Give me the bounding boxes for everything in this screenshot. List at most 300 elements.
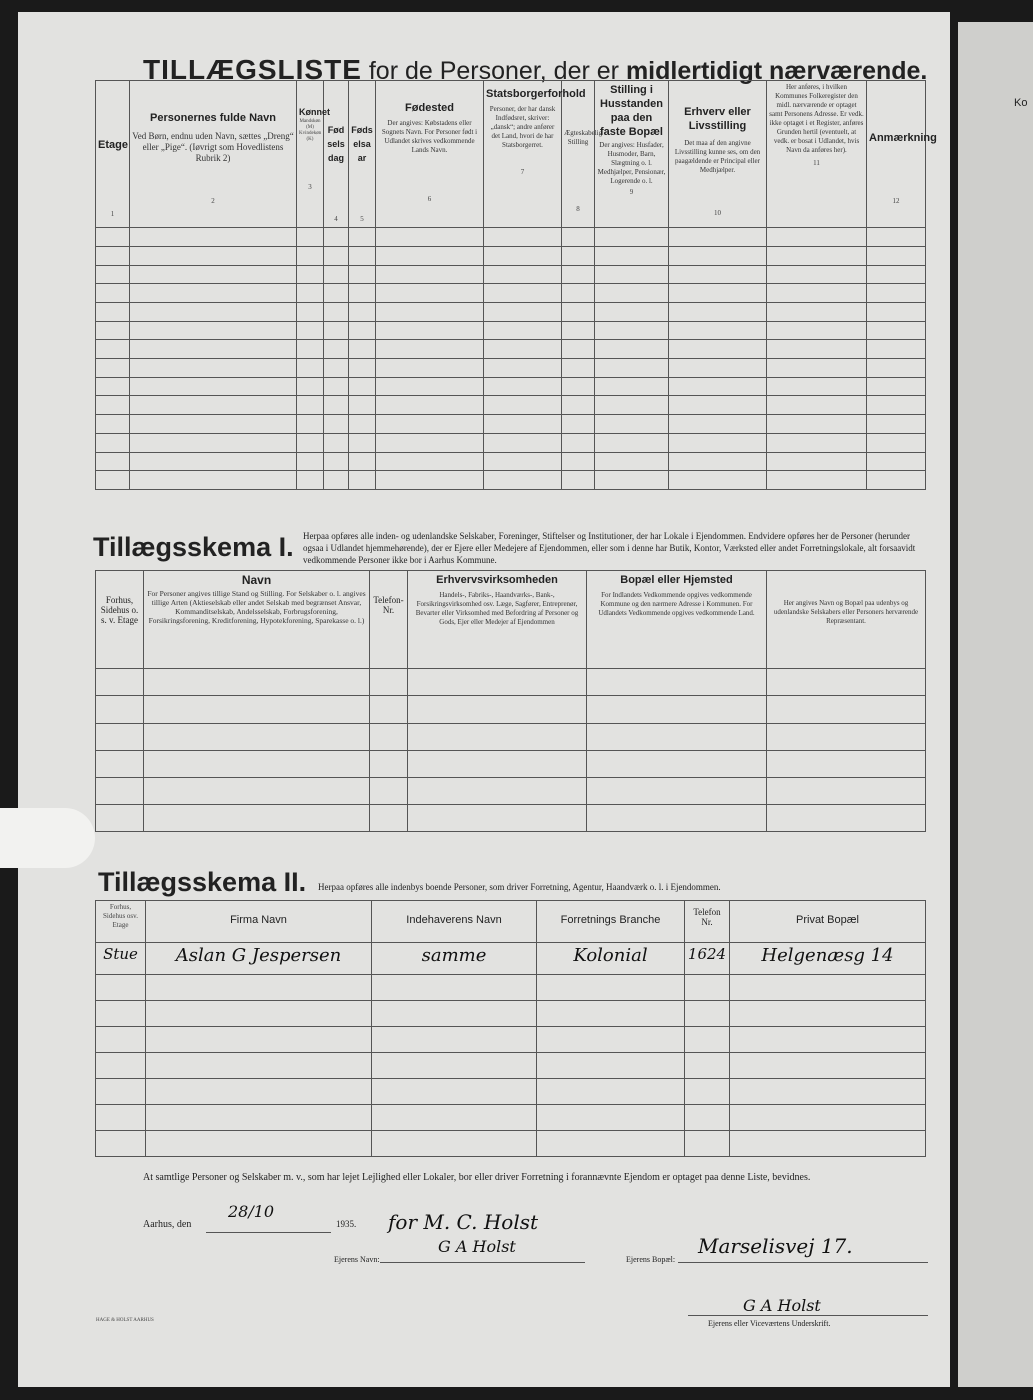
empty-row-cell [324,321,349,340]
empty-row-cell [587,723,767,750]
col-aegteskab: Ægteskabelig Stilling 8 [562,81,595,228]
empty-row-cell [587,750,767,777]
empty-row-cell [537,1027,685,1053]
empty-row-cell [349,284,376,303]
empty-row-cell [376,340,484,359]
col-foedselsaar: Fødselsaar 5 [349,81,376,228]
empty-row [96,247,926,266]
empty-row-cell [484,321,562,340]
empty-row-cell [144,669,370,696]
empty-row-cell [537,975,685,1001]
empty-row [96,669,926,696]
empty-row-cell [767,228,867,247]
empty-row-cell [867,284,926,303]
empty-row-cell [96,340,130,359]
empty-row-cell [370,696,408,723]
s2-entry-branche: Kolonial [537,943,685,975]
owner-address-label: Ejerens Bopæl: [626,1255,676,1264]
empty-row-cell [324,284,349,303]
empty-row-cell [730,1001,926,1027]
empty-row-cell [484,340,562,359]
empty-row-cell [730,1027,926,1053]
empty-row-cell [376,303,484,322]
empty-row-cell [297,471,324,490]
empty-row-cell [96,452,130,471]
form-page [18,12,950,1387]
empty-row-cell [537,1105,685,1131]
empty-row-cell [669,247,767,266]
empty-row-cell [324,340,349,359]
printer-mark: HAGE & HOLST AARHUS [96,1318,154,1323]
empty-row-cell [372,1131,537,1157]
empty-row-cell [96,265,130,284]
empty-row-cell [349,321,376,340]
title-middle: for de Personer, der er [368,57,619,85]
empty-row-cell [484,303,562,322]
empty-row-cell [376,471,484,490]
empty-row-cell [297,415,324,434]
s1-col-telefon: Telefon-Nr. [370,571,408,669]
empty-row-cell [867,247,926,266]
empty-row [96,265,926,284]
empty-row-cell [372,1053,537,1079]
empty-row [96,804,926,831]
empty-row-cell [96,723,144,750]
empty-row-cell [484,415,562,434]
col-navn: Personernes fulde Navn Ved Børn, endnu uden Navn, sættes „Dreng“ eller „Pige“. (Iøvrigt som Hovedlistens Rubrik 2) 2 [130,81,297,228]
empty-row-cell [767,777,926,804]
empty-row-cell [867,415,926,434]
empty-row-cell [144,696,370,723]
s2-col-privat-bopael: Privat Bopæl [730,901,926,943]
empty-row-cell [96,1001,146,1027]
empty-row-cell [297,377,324,396]
empty-row [96,1105,926,1131]
schema2-title: Tillægsskema II. [98,867,307,897]
empty-row-cell [867,228,926,247]
empty-row-cell [595,471,669,490]
empty-row-cell [685,1131,730,1157]
empty-row-cell [349,247,376,266]
empty-row-cell [669,303,767,322]
empty-row-cell [349,415,376,434]
empty-row-cell [96,1131,146,1157]
empty-row-cell [669,471,767,490]
empty-row [96,1079,926,1105]
empty-row-cell [376,228,484,247]
empty-row-cell [146,1001,372,1027]
empty-row-cell [484,228,562,247]
empty-row-cell [297,359,324,378]
empty-row-cell [767,804,926,831]
empty-row-cell [537,1001,685,1027]
empty-row-cell [297,433,324,452]
empty-row [96,359,926,378]
empty-row-cell [297,452,324,471]
empty-row-cell [349,228,376,247]
empty-row-cell [669,359,767,378]
col-erhverv: Erhverv eller Livsstilling Det maa af den angivne Livsstilling kunne ses, om den paagældende er Principal eller Medhjælper. 10 [669,81,767,228]
empty-row-cell [324,452,349,471]
empty-row-cell [372,1079,537,1105]
empty-row [96,696,926,723]
empty-row-cell [669,415,767,434]
empty-row-cell [324,359,349,378]
empty-row-cell [297,340,324,359]
empty-row-cell [484,359,562,378]
empty-row-cell [297,396,324,415]
s1-col-etage: Forhus, Sidehus o. s. v. Etage [96,571,144,669]
tillaegsliste-table [95,80,937,490]
empty-row-cell [324,415,349,434]
s1-col-repraesentant: Her angives Navn og Bopæl paa udenbys og udenlandske Selskabers eller Personers herværende Repræsentant. [767,571,926,669]
empty-row-cell [96,669,144,696]
empty-row-cell [144,777,370,804]
empty-row-cell [867,340,926,359]
empty-row-cell [562,284,595,303]
owner-signature: G A Holst [438,1237,516,1256]
schema2-description: Herpaa opføres alle indenbys boende Personer, som driver Forretning, Agentur, Haandværk o. l. i Ejendommen. [318,882,721,892]
title-main: TILLÆGSLISTE [143,54,362,85]
empty-row-cell [730,1105,926,1131]
s2-col-branche: Forretnings Branche [537,901,685,943]
col-stilling: Stilling i Husstanden paa den faste Bopæl Der angives: Husfader, Husmoder, Barn, Slægtning o. l. Medhjælper, Pensionær, Logerende o. l. 9 [595,81,669,228]
empty-row-cell [767,433,867,452]
empty-row-cell [867,377,926,396]
empty-row-cell [867,471,926,490]
empty-row [96,1027,926,1053]
empty-row [96,415,926,434]
empty-row-cell [96,377,130,396]
empty-row-cell [96,1105,146,1131]
empty-row-cell [595,340,669,359]
empty-row-cell [562,228,595,247]
empty-row-cell [349,340,376,359]
empty-row-cell [372,1027,537,1053]
s2-entry-bopael: Helgenæsg 14 [730,943,926,975]
empty-row-cell [767,396,867,415]
empty-row-cell [349,471,376,490]
empty-row-cell [562,452,595,471]
empty-row-cell [767,340,867,359]
empty-row-cell [767,377,867,396]
empty-row-cell [595,377,669,396]
col-anmaerkning: Anmærkning 12 [867,81,926,228]
empty-row [96,452,926,471]
empty-row-cell [96,696,144,723]
empty-row-cell [96,396,130,415]
empty-row-cell [376,396,484,415]
col-folkeregister: Her anføres, i hvilken Kommunes Folkeregister den midl. nærværende er optaget samt Personens Adresse. Er vedk. ikke optaget i et Register, anføres Grunden hertil (eventuelt, at vedk. er bosat i Udlandet, hvis Navn da anføres her). 11 [767,81,867,228]
empty-row-cell [685,1027,730,1053]
empty-row [96,303,926,322]
empty-row-cell [324,265,349,284]
owner-address: Marselisvej 17. [698,1234,853,1258]
empty-row-cell [484,396,562,415]
empty-row-cell [562,396,595,415]
empty-row-cell [867,321,926,340]
empty-row-cell [370,669,408,696]
empty-row-cell [370,777,408,804]
empty-row-cell [562,415,595,434]
empty-row-cell [96,321,130,340]
s2-entry-row [96,943,926,975]
empty-row-cell [96,228,130,247]
empty-row-cell [767,669,926,696]
signature-line [688,1315,928,1316]
empty-row [96,396,926,415]
empty-row-cell [130,415,297,434]
s2-col-telefon: Telefon Nr. [685,901,730,943]
empty-row-cell [595,284,669,303]
empty-row-cell [595,415,669,434]
empty-row-cell [587,669,767,696]
empty-row-cell [372,975,537,1001]
s2-col-firma: Firma Navn [146,901,372,943]
empty-row-cell [376,265,484,284]
empty-row-cell [767,696,926,723]
empty-row [96,1053,926,1079]
empty-row-cell [562,433,595,452]
s2-entry-indehaver: samme [372,943,537,975]
empty-row-cell [144,723,370,750]
footer-date: 28/10 [228,1202,275,1221]
empty-row-cell [537,1131,685,1157]
empty-row-cell [297,303,324,322]
empty-row-cell [767,415,867,434]
empty-row [96,723,926,750]
empty-row-cell [144,750,370,777]
empty-row-cell [669,452,767,471]
empty-row-cell [130,359,297,378]
empty-row [96,377,926,396]
empty-row [96,284,926,303]
empty-row-cell [484,433,562,452]
empty-row-cell [146,1027,372,1053]
empty-row-cell [685,1001,730,1027]
empty-row-cell [297,284,324,303]
empty-row-cell [562,303,595,322]
empty-row-cell [376,377,484,396]
title-end: midlertidigt nærværende. [625,57,928,85]
empty-row [96,1001,926,1027]
empty-row-cell [376,321,484,340]
empty-row-cell [730,1079,926,1105]
empty-row-cell [96,750,144,777]
empty-row-cell [408,723,587,750]
empty-row-cell [370,804,408,831]
empty-row-cell [685,1079,730,1105]
empty-row-cell [685,975,730,1001]
s2-entry-telefon: 1624 [685,943,730,975]
col-statsborger: Statsborgerforhold Personer, der har dansk Indfødsret, skriver: „dansk“; andre anfører det Land, hvori de har Statsborgerret. 7 [484,81,562,228]
empty-row-cell [408,696,587,723]
empty-row-cell [297,265,324,284]
empty-row-cell [349,359,376,378]
empty-row-cell [376,415,484,434]
empty-row-cell [349,377,376,396]
owner-name-label: Ejerens Navn: [334,1255,380,1264]
footer-year: 1935. [336,1219,357,1229]
s2-col-indehaver: Indehaverens Navn [372,901,537,943]
empty-row-cell [669,396,767,415]
empty-row-cell [767,284,867,303]
empty-row-cell [349,396,376,415]
empty-row-cell [130,303,297,322]
empty-row-cell [324,396,349,415]
empty-row-cell [408,750,587,777]
empty-row-cell [130,265,297,284]
empty-row-cell [669,377,767,396]
empty-row-cell [96,804,144,831]
empty-row-cell [730,975,926,1001]
empty-row-cell [349,265,376,284]
empty-row-cell [867,452,926,471]
empty-row-cell [562,265,595,284]
empty-row [96,471,926,490]
empty-row-cell [537,1079,685,1105]
empty-row-cell [408,777,587,804]
empty-row-cell [867,359,926,378]
empty-row-cell [669,284,767,303]
empty-row [96,1131,926,1157]
col-foedested: Fødested Der angives: Købstadens eller Sognets Navn. For Personer født i Udlandet skrives vedkommende Lands Navn. 6 [376,81,484,228]
schema1-table [95,570,926,832]
empty-row-cell [349,433,376,452]
empty-row [96,433,926,452]
empty-row-cell [96,1079,146,1105]
empty-row-cell [144,804,370,831]
schema1-description: Herpaa opføres alle inden- og udenlandske Selskaber, Foreninger, Stiftelser og Institutioner, der har Lokale i Ejendommen. Endvidere opføres her de Personer (herunder ogsaa i Udlandet hjemmehørende), der er Ejere eller Medejere af Ejendommen, eller som i denne har Butik, Kontor, Værksted eller andet Forretningslokale, alt forsaavidt vedkommende Personer ikke bor i Aarhus Kommune. [303,531,916,565]
empty-row-cell [484,247,562,266]
empty-row-cell [767,723,926,750]
empty-row-cell [595,396,669,415]
s2-entry-firma: Aslan G Jespersen [146,943,372,975]
empty-row-cell [484,471,562,490]
empty-row-cell [484,265,562,284]
empty-row-cell [867,433,926,452]
empty-row-cell [130,452,297,471]
empty-row-cell [297,321,324,340]
empty-row-cell [376,359,484,378]
empty-row-cell [297,228,324,247]
empty-row [96,228,926,247]
empty-row-cell [130,321,297,340]
empty-row-cell [96,284,130,303]
empty-row-cell [867,265,926,284]
empty-row-cell [130,471,297,490]
footer-statement: At samtlige Personer og Selskaber m. v., som har lejet Lejlighed eller Lokaler, bor eller driver Forretning i forannævnte Ejendom er optaget paa denne Liste, bevidnes. [143,1172,811,1183]
empty-row-cell [146,1105,372,1131]
empty-row-cell [349,452,376,471]
owner-name-line [380,1262,585,1263]
empty-row-cell [669,228,767,247]
s1-col-erhverv: Erhvervsvirksomheden Handels-, Fabriks-, Haandværks-, Bank-, Forsikringsvirksomhed osv. Læge, Sagfører, Entreprenør, Bevarter eller Virksomhed med Befordring af Personer og Gods, Ejer eller Medejer af Ejendommen [408,571,587,669]
empty-row-cell [867,396,926,415]
empty-row-cell [767,750,926,777]
empty-row-cell [96,433,130,452]
footer-place: Aarhus, den [143,1219,192,1230]
empty-row-cell [595,452,669,471]
empty-row-cell [96,359,130,378]
empty-row-cell [146,1131,372,1157]
empty-row-cell [562,321,595,340]
empty-row-cell [146,1053,372,1079]
empty-row-cell [146,975,372,1001]
empty-row-cell [376,247,484,266]
empty-row-cell [130,340,297,359]
empty-row [96,777,926,804]
empty-row-cell [372,1001,537,1027]
empty-row-cell [685,1105,730,1131]
empty-row-cell [96,415,130,434]
empty-row-cell [370,723,408,750]
empty-row-cell [595,265,669,284]
empty-row-cell [324,377,349,396]
next-page-fragment: Ko [1014,97,1028,109]
empty-row-cell [730,1053,926,1079]
col-koennet: Kønnet Mandskøn (M) Kvindekøn (K) 3 [297,81,324,228]
empty-row-cell [562,359,595,378]
signature: G A Holst [743,1296,821,1315]
empty-row-cell [372,1105,537,1131]
empty-row-cell [767,471,867,490]
empty-row [96,975,926,1001]
finger-occlusion [0,808,95,868]
owner-address-line [678,1262,928,1263]
empty-row-cell [96,777,144,804]
schema1-title: Tillægsskema I. [93,532,294,562]
empty-row-cell [96,1027,146,1053]
s1-col-navn: Navn For Personer angives tillige Stand og Stilling. For Selskaber o. l. angives tillige Arten (Aktieselskab eller andet Selskab med begrænset Ansvar, Kommanditselskab, Andelsselskab, Forbrugsforening, Forsikringsforening, Kreditforening, Hypotekforening, Sparekasse o. l.) [144,571,370,669]
empty-row-cell [537,1053,685,1079]
empty-row-cell [767,321,867,340]
empty-row-cell [484,452,562,471]
empty-row-cell [130,396,297,415]
empty-row-cell [669,321,767,340]
empty-row-cell [562,471,595,490]
date-line [206,1232,331,1233]
empty-row-cell [587,696,767,723]
empty-row-cell [130,433,297,452]
empty-row-cell [587,804,767,831]
empty-row-cell [669,340,767,359]
empty-row-cell [767,303,867,322]
empty-row-cell [767,452,867,471]
empty-row-cell [595,247,669,266]
empty-row-cell [96,471,130,490]
empty-row-cell [484,377,562,396]
empty-row-cell [595,433,669,452]
empty-row-cell [562,377,595,396]
empty-row [96,340,926,359]
empty-row-cell [130,247,297,266]
empty-row-cell [324,471,349,490]
empty-row [96,750,926,777]
col-foedselsdag: Fødselsdag 4 [324,81,349,228]
empty-row-cell [146,1079,372,1105]
empty-row-cell [562,340,595,359]
empty-row-cell [376,284,484,303]
empty-row-cell [349,303,376,322]
empty-row-cell [867,303,926,322]
empty-row-cell [96,247,130,266]
empty-row-cell [376,452,484,471]
empty-row-cell [685,1053,730,1079]
empty-row-cell [130,284,297,303]
empty-row-cell [669,265,767,284]
empty-row-cell [730,1131,926,1157]
